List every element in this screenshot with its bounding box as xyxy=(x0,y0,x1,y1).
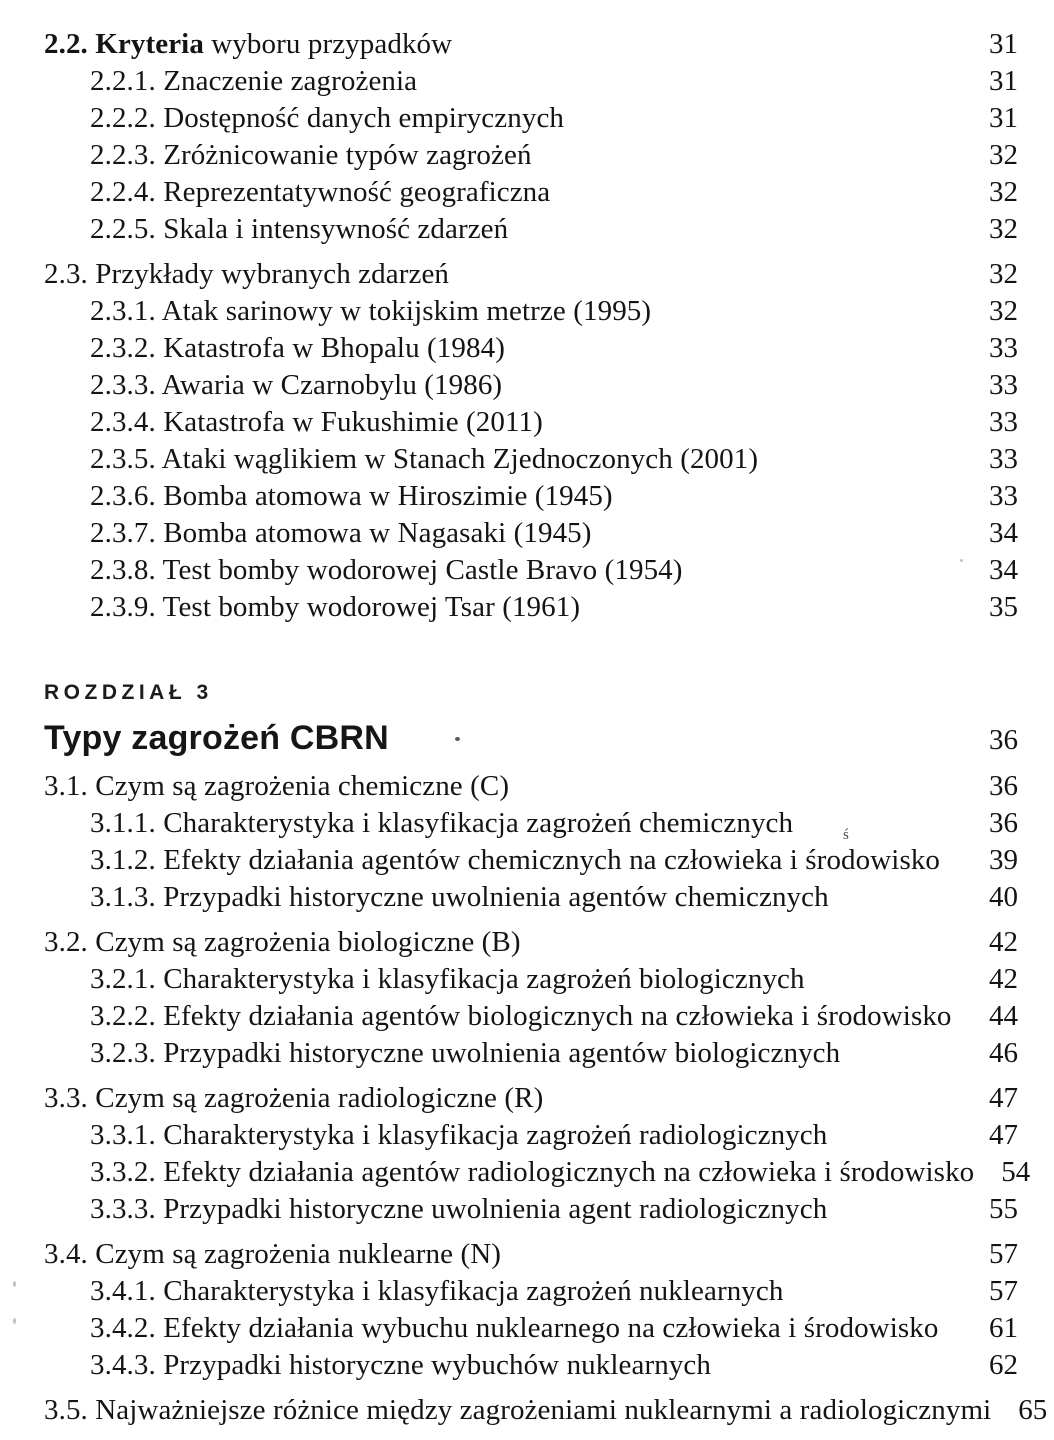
toc-entry-page: 39 xyxy=(989,844,1018,876)
toc-entry xyxy=(44,1191,1018,1228)
toc-entry-page: 32 xyxy=(989,176,1018,208)
toc-entry-page: 42 xyxy=(989,926,1018,958)
scan-speck-dot xyxy=(13,1318,16,1324)
toc-entry-page: 54 xyxy=(1001,1156,1031,1188)
toc-entry-page: 36 xyxy=(989,770,1018,802)
toc-entry xyxy=(44,137,1018,174)
scan-speck-dot xyxy=(13,1281,16,1287)
toc-entry-page: 31 xyxy=(989,28,1018,60)
toc-entry-label: 3.1.2. Efekty działania agentów chemicznych na człowieka i środowisko xyxy=(90,844,941,876)
toc-entry-label: 2.3.5. Ataki wąglikiem w Stanach Zjednoczonych (2001) xyxy=(90,443,759,475)
toc-entry xyxy=(44,63,1018,100)
toc-entry xyxy=(44,961,1018,998)
toc-entry-label: 3.1.3. Przypadki historyczne uwolnienia agentów chemicznych xyxy=(90,881,829,913)
toc-entry xyxy=(44,1392,1048,1429)
toc-entry-page: 33 xyxy=(989,480,1018,512)
toc-entry-label: 2.2.3. Zróżnicowanie typów zagrożeń xyxy=(90,139,532,171)
toc-entry-page: 33 xyxy=(989,332,1018,364)
toc-entry-label: 3.2.2. Efekty działania agentów biologicznych na człowieka i środowisko xyxy=(90,1000,952,1032)
toc-entry-label: 3.4. Czym są zagrożenia nuklearne (N) xyxy=(44,1238,502,1270)
toc-group xyxy=(44,768,1018,916)
chapter-title-row xyxy=(44,718,1018,760)
toc-entry-label: 2.2.5. Skala i intensywność zdarzeń xyxy=(90,213,509,245)
toc-entry xyxy=(44,879,1018,916)
toc-entry-label: 2.2.1. Znaczenie zagrożenia xyxy=(90,65,418,97)
toc-entry-page: 34 xyxy=(989,554,1018,586)
toc-group xyxy=(44,26,1018,248)
toc-entry xyxy=(44,998,1018,1035)
toc-entry-page: 32 xyxy=(989,258,1018,290)
toc-entry-page: 32 xyxy=(989,139,1018,171)
toc-entry xyxy=(44,404,1018,441)
toc-group xyxy=(44,1392,1048,1429)
chapter-page-number: 36 xyxy=(989,724,1018,756)
toc-entry-label: 3.2.1. Charakterystyka i klasyfikacja zagrożeń biologicznych xyxy=(90,963,805,995)
toc-entry xyxy=(44,367,1018,404)
toc-entry-page: 57 xyxy=(989,1275,1018,1307)
toc-entry-label: 2.2.2. Dostępność danych empirycznych xyxy=(90,102,565,134)
toc-group xyxy=(44,1080,1031,1228)
toc-entry xyxy=(44,441,1018,478)
toc-group xyxy=(44,1236,1018,1384)
scan-speck-dot xyxy=(960,559,963,562)
toc-entry-label: 2.3.2. Katastrofa w Bhopalu (1984) xyxy=(90,332,505,364)
toc-entry-page: 44 xyxy=(989,1000,1018,1032)
toc-entry-page: 31 xyxy=(989,102,1018,134)
toc-entry xyxy=(44,256,1018,293)
toc-section-bottom xyxy=(44,768,1048,1429)
toc-entry xyxy=(44,1310,1018,1347)
toc-entry-page: 47 xyxy=(989,1119,1018,1151)
toc-entry xyxy=(44,768,1018,805)
toc-entry-page: 35 xyxy=(989,591,1018,623)
toc-entry-page: 47 xyxy=(989,1082,1018,1114)
toc-entry-label: 3.2.3. Przypadki historyczne uwolnienia agentów biologicznych xyxy=(90,1037,841,1069)
toc-entry xyxy=(44,589,1018,626)
toc-entry-label: 2.3.4. Katastrofa w Fukushimie (2011) xyxy=(90,406,543,438)
toc-entry xyxy=(44,1080,1018,1117)
toc-entry-page: 46 xyxy=(989,1037,1018,1069)
toc-entry-page: 32 xyxy=(989,295,1018,327)
toc-entry xyxy=(44,1273,1018,1310)
toc-entry xyxy=(44,842,1018,879)
toc-entry xyxy=(44,924,1018,961)
toc-entry-page: 62 xyxy=(989,1349,1018,1381)
toc-entry-page: 34 xyxy=(989,517,1018,549)
toc-entry xyxy=(44,293,1018,330)
toc-entry-label: 2.3.7. Bomba atomowa w Nagasaki (1945) xyxy=(90,517,592,549)
toc-entry-label: 2.3.8. Test bomby wodorowej Castle Bravo (1954) xyxy=(90,554,683,586)
toc-entry-label: 2.3.6. Bomba atomowa w Hiroszimie (1945) xyxy=(90,480,613,512)
toc-entry xyxy=(44,1035,1018,1072)
chapter-kicker: ROZDZIAŁ 3 xyxy=(44,681,213,704)
toc-entry-label: 3.1.1. Charakterystyka i klasyfikacja zagrożeń chemicznych xyxy=(90,807,794,839)
toc-entry-page: 33 xyxy=(989,443,1018,475)
toc-entry-label: 3.3.2. Efekty działania agentów radiologicznych na człowieka i środowisko xyxy=(90,1156,975,1188)
toc-entry xyxy=(44,1236,1018,1273)
toc-group xyxy=(44,256,1018,626)
toc-entry-label: 2.3.1. Atak sarinowy w tokijskim metrze (1995) xyxy=(90,295,652,327)
toc-entry-page: 33 xyxy=(989,369,1018,401)
toc-entry xyxy=(44,100,1018,137)
toc-entry-label: 2.3.3. Awaria w Czarnobylu (1986) xyxy=(90,369,503,401)
toc-entry-page: 31 xyxy=(989,65,1018,97)
toc-entry xyxy=(44,174,1018,211)
toc-entry-label: 3.3. Czym są zagrożenia radiologiczne (R) xyxy=(44,1082,544,1114)
toc-entry-label: 3.3.3. Przypadki historyczne uwolnienia agent radiologicznych xyxy=(90,1193,828,1225)
toc-entry-page: 65 xyxy=(1018,1394,1048,1426)
toc-entry-page: 57 xyxy=(989,1238,1018,1270)
toc-entry xyxy=(44,1117,1018,1154)
scan-speck-dot xyxy=(455,737,460,741)
toc-entry xyxy=(44,26,1018,63)
toc-entry-page: 33 xyxy=(989,406,1018,438)
toc-entry-label: 2.2. Kryteria wyboru przypadków xyxy=(44,28,453,60)
chapter-title: Typy zagrożeń CBRN xyxy=(44,719,389,757)
toc-entry xyxy=(44,552,1018,589)
toc-entry xyxy=(44,805,1018,842)
toc-entry-page: 42 xyxy=(989,963,1018,995)
toc-entry-label: 3.2. Czym są zagrożenia biologiczne (B) xyxy=(44,926,521,958)
toc-entry-page: 61 xyxy=(989,1312,1018,1344)
toc-entry xyxy=(44,330,1018,367)
toc-entry-page: 32 xyxy=(989,213,1018,245)
toc-entry-label: 3.1. Czym są zagrożenia chemiczne (C) xyxy=(44,770,510,802)
scan-speck-glyph: ś xyxy=(843,827,849,843)
toc-group xyxy=(44,924,1018,1072)
toc-entry xyxy=(44,478,1018,515)
toc-entry-label: 3.4.3. Przypadki historyczne wybuchów nuklearnych xyxy=(90,1349,711,1381)
toc-entry-label: 2.3. Przykłady wybranych zdarzeń xyxy=(44,258,450,290)
toc-entry-label: 3.4.2. Efekty działania wybuchu nuklearnego na człowieka i środowisko xyxy=(90,1312,939,1344)
toc-entry-label: 3.3.1. Charakterystyka i klasyfikacja zagrożeń radiologicznych xyxy=(90,1119,828,1151)
toc-entry-label: 2.3.9. Test bomby wodorowej Tsar (1961) xyxy=(90,591,581,623)
toc-entry-page: 55 xyxy=(989,1193,1018,1225)
toc-entry xyxy=(44,1154,1031,1191)
toc-entry xyxy=(44,515,1018,552)
toc-section-top xyxy=(44,26,1018,626)
toc-entry-page: 40 xyxy=(989,881,1018,913)
toc-entry xyxy=(44,211,1018,248)
toc-entry-label: 3.5. Najważniejsze różnice między zagrożeniami nuklearnymi a radiologicznymi xyxy=(44,1394,992,1426)
toc-entry-label: 3.4.1. Charakterystyka i klasyfikacja zagrożeń nuklearnych xyxy=(90,1275,784,1307)
toc-entry-page: 36 xyxy=(989,807,1018,839)
toc-entry xyxy=(44,1347,1018,1384)
chapter-header xyxy=(44,680,1018,760)
toc-entry-label: 2.2.4. Reprezentatywność geograficzna xyxy=(90,176,551,208)
